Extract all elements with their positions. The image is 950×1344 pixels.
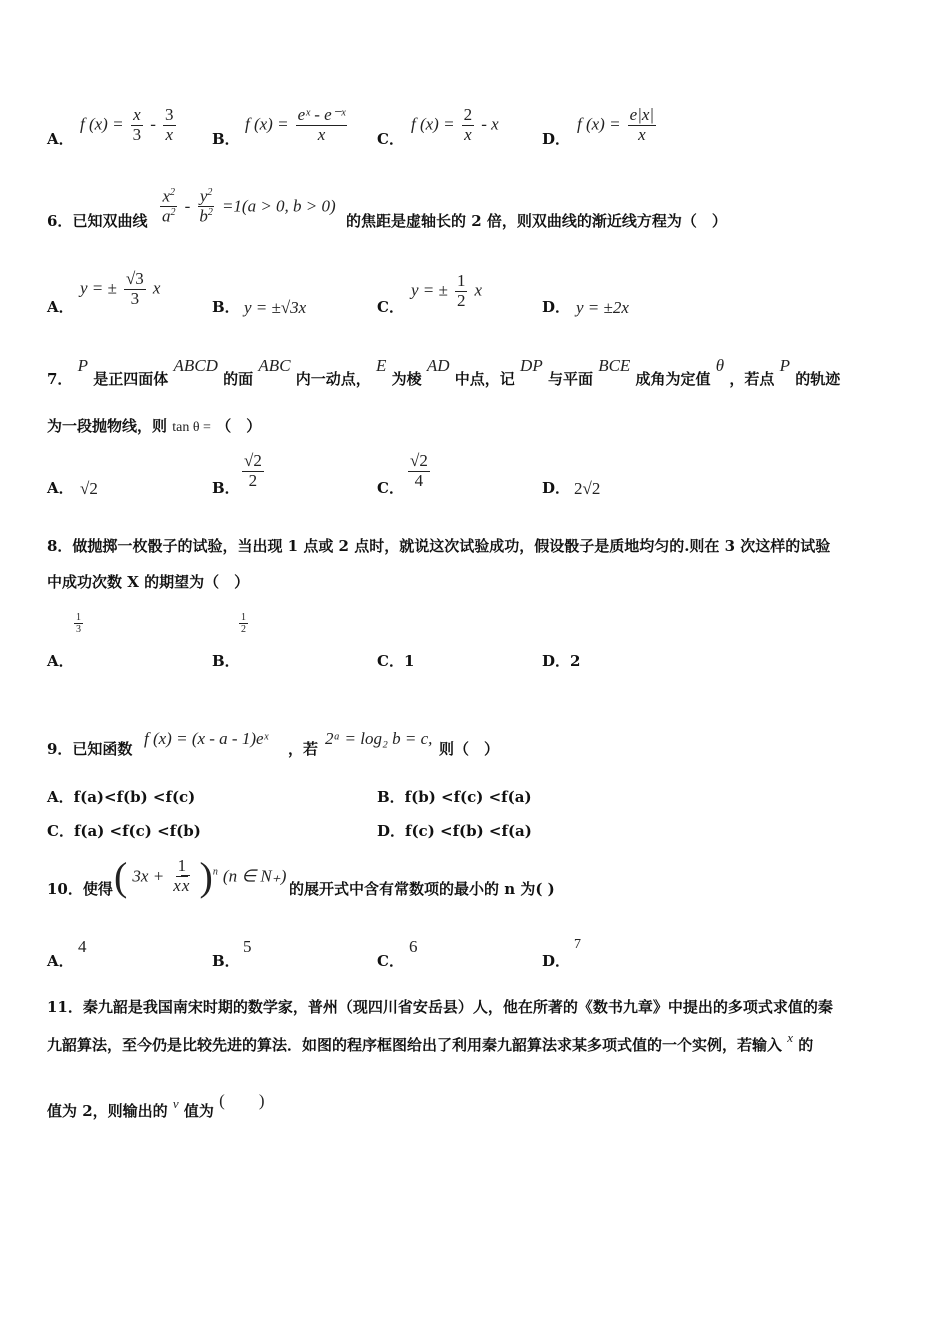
q9-function-formula: f (x) = (x - a - 1)eˣ bbox=[144, 729, 269, 748]
q6-option-a-formula: y = ± $\frac{√3}{3}$ x bbox=[80, 269, 161, 308]
question-9-tail: 则（ ） bbox=[439, 740, 500, 758]
question-11-stem-line3: 值为 2，则输出的 v 值为 ( ) bbox=[47, 1091, 265, 1120]
question-8-stem-line2: 中成功次数 X 的期望为（ ） bbox=[47, 573, 250, 591]
q5-option-d-formula: f (x) = $\frac{e|x|}{x}$ bbox=[577, 105, 655, 144]
q7-option-b-formula: $\frac{√2}{2}$ bbox=[244, 451, 262, 490]
q8-option-a[interactable]: A． bbox=[47, 652, 74, 670]
question-6-stem: 6．已知双曲线 bbox=[47, 212, 148, 230]
q8-option-c[interactable]: C．1 bbox=[377, 652, 415, 670]
q10-option-c[interactable]: C． bbox=[377, 952, 404, 970]
q7-option-a-formula: √2 bbox=[80, 479, 98, 498]
q6-option-d-formula: y = ±2x bbox=[576, 298, 629, 317]
question-11-stem: 11．秦九韶是我国南宋时期的数学家，普州（现四川省安岳县）人，他在所著的《数书九章》中提出的多项式求值的秦 bbox=[47, 998, 833, 1016]
question-6-stem-tail: 的焦距是虚轴长的 2 倍，则双曲线的渐近线方程为（ ） bbox=[346, 212, 727, 230]
q10-option-d[interactable]: D． bbox=[542, 952, 571, 970]
question-7-stem-line2: 为一段抛物线，则 tan θ = （ ） bbox=[47, 417, 262, 435]
q5-option-a[interactable]: A． bbox=[47, 130, 74, 148]
q10-option-c-value: 6 bbox=[409, 937, 418, 956]
q5-option-d[interactable]: D． bbox=[542, 130, 571, 148]
q8-option-b-formula: $\frac{1}{2}$ bbox=[241, 612, 246, 635]
q9-option-c[interactable]: C．f(a) <f(c) <f(b) bbox=[47, 822, 201, 840]
q6-option-d[interactable]: D． bbox=[542, 298, 571, 316]
q6-option-c-formula: y = ± $\frac{1}{2}$ x bbox=[411, 271, 483, 310]
q9-option-b[interactable]: B．f(b) <f(c) <f(a) bbox=[377, 788, 532, 806]
q10-option-b-value: 5 bbox=[243, 937, 252, 956]
q7-option-c[interactable]: C． bbox=[377, 479, 404, 497]
q7-option-b[interactable]: B． bbox=[212, 479, 240, 497]
q6-option-b-formula: y = ±√3x bbox=[244, 298, 307, 317]
q10-option-a-value: 4 bbox=[78, 937, 87, 956]
q9-option-d[interactable]: D．f(c) <f(b) <f(a) bbox=[377, 822, 532, 840]
q10-option-d-value: 7 bbox=[574, 937, 581, 952]
q5-option-b-formula: f (x) = $\frac{\text{eˣ - e⁻ˣ}}{x}$ bbox=[245, 105, 346, 144]
question-10-stem: 10．使得 bbox=[47, 880, 113, 898]
q7-option-c-formula: $\frac{√2}{4}$ bbox=[410, 451, 428, 490]
q9-condition-formula: 2ᵃ = log₂ b = c, bbox=[325, 729, 433, 748]
q10-binomial-formula: ( 3x + $\frac{1}{xx}$ )$^n$ (n ∈ N₊) bbox=[114, 854, 287, 899]
q5-option-c-formula: f (x) = $\frac{2}{x}$ - x bbox=[411, 105, 499, 144]
q6-hyperbola-formula: $\frac{x^2}{a^2}$ - $\frac{y^2}{b^2}$ =1(a > 0, b > 0) bbox=[162, 186, 336, 226]
q7-option-d[interactable]: D． bbox=[542, 479, 571, 497]
q7-option-a[interactable]: A． bbox=[47, 479, 74, 497]
q8-option-a-formula: $\frac{1}{3}$ bbox=[76, 612, 81, 635]
question-10-tail: 的展开式中含有常数项的最小的 n 为( ) bbox=[289, 880, 555, 898]
q5-option-c[interactable]: C． bbox=[377, 130, 404, 148]
question-9-stem: 9．已知函数 bbox=[47, 740, 133, 758]
q8-option-b[interactable]: B． bbox=[212, 652, 240, 670]
q8-option-d[interactable]: D．2 bbox=[542, 652, 581, 670]
question-9-mid: ，若 bbox=[288, 740, 319, 758]
question-8-stem: 8．做抛掷一枚骰子的试验，当出现 1 点或 2 点时，就说这次试验成功，假设骰子是质地均匀的.则在 3 次这样的试验 bbox=[47, 537, 831, 555]
q10-option-a[interactable]: A． bbox=[47, 952, 74, 970]
question-11-stem-line2: 九韶算法，至今仍是比较先进的算法．如图的程序框图给出了利用秦九韶算法求某多项式值的一个实例，若输入 x 的 bbox=[47, 1030, 814, 1054]
question-7-stem: 7． P 是正四面体 ABCD 的面 ABC 内一动点， E 为棱 AD 中点，记 DP 与平面 BCE 成角为定值 θ ，若点 P 的轨迹 bbox=[47, 356, 841, 388]
q5-option-b[interactable]: B． bbox=[212, 130, 240, 148]
q6-option-b[interactable]: B． bbox=[212, 298, 240, 316]
q10-option-b[interactable]: B． bbox=[212, 952, 240, 970]
q6-option-c[interactable]: C． bbox=[377, 298, 404, 316]
q5-option-a-formula: f (x) = $\frac{x}{3}$ - $\frac{3}{x}$ bbox=[80, 105, 174, 144]
q9-option-a[interactable]: A．f(a)<f(b) <f(c) bbox=[47, 788, 196, 806]
q7-option-d-formula: 2√2 bbox=[574, 479, 601, 498]
q6-option-a[interactable]: A． bbox=[47, 298, 74, 316]
